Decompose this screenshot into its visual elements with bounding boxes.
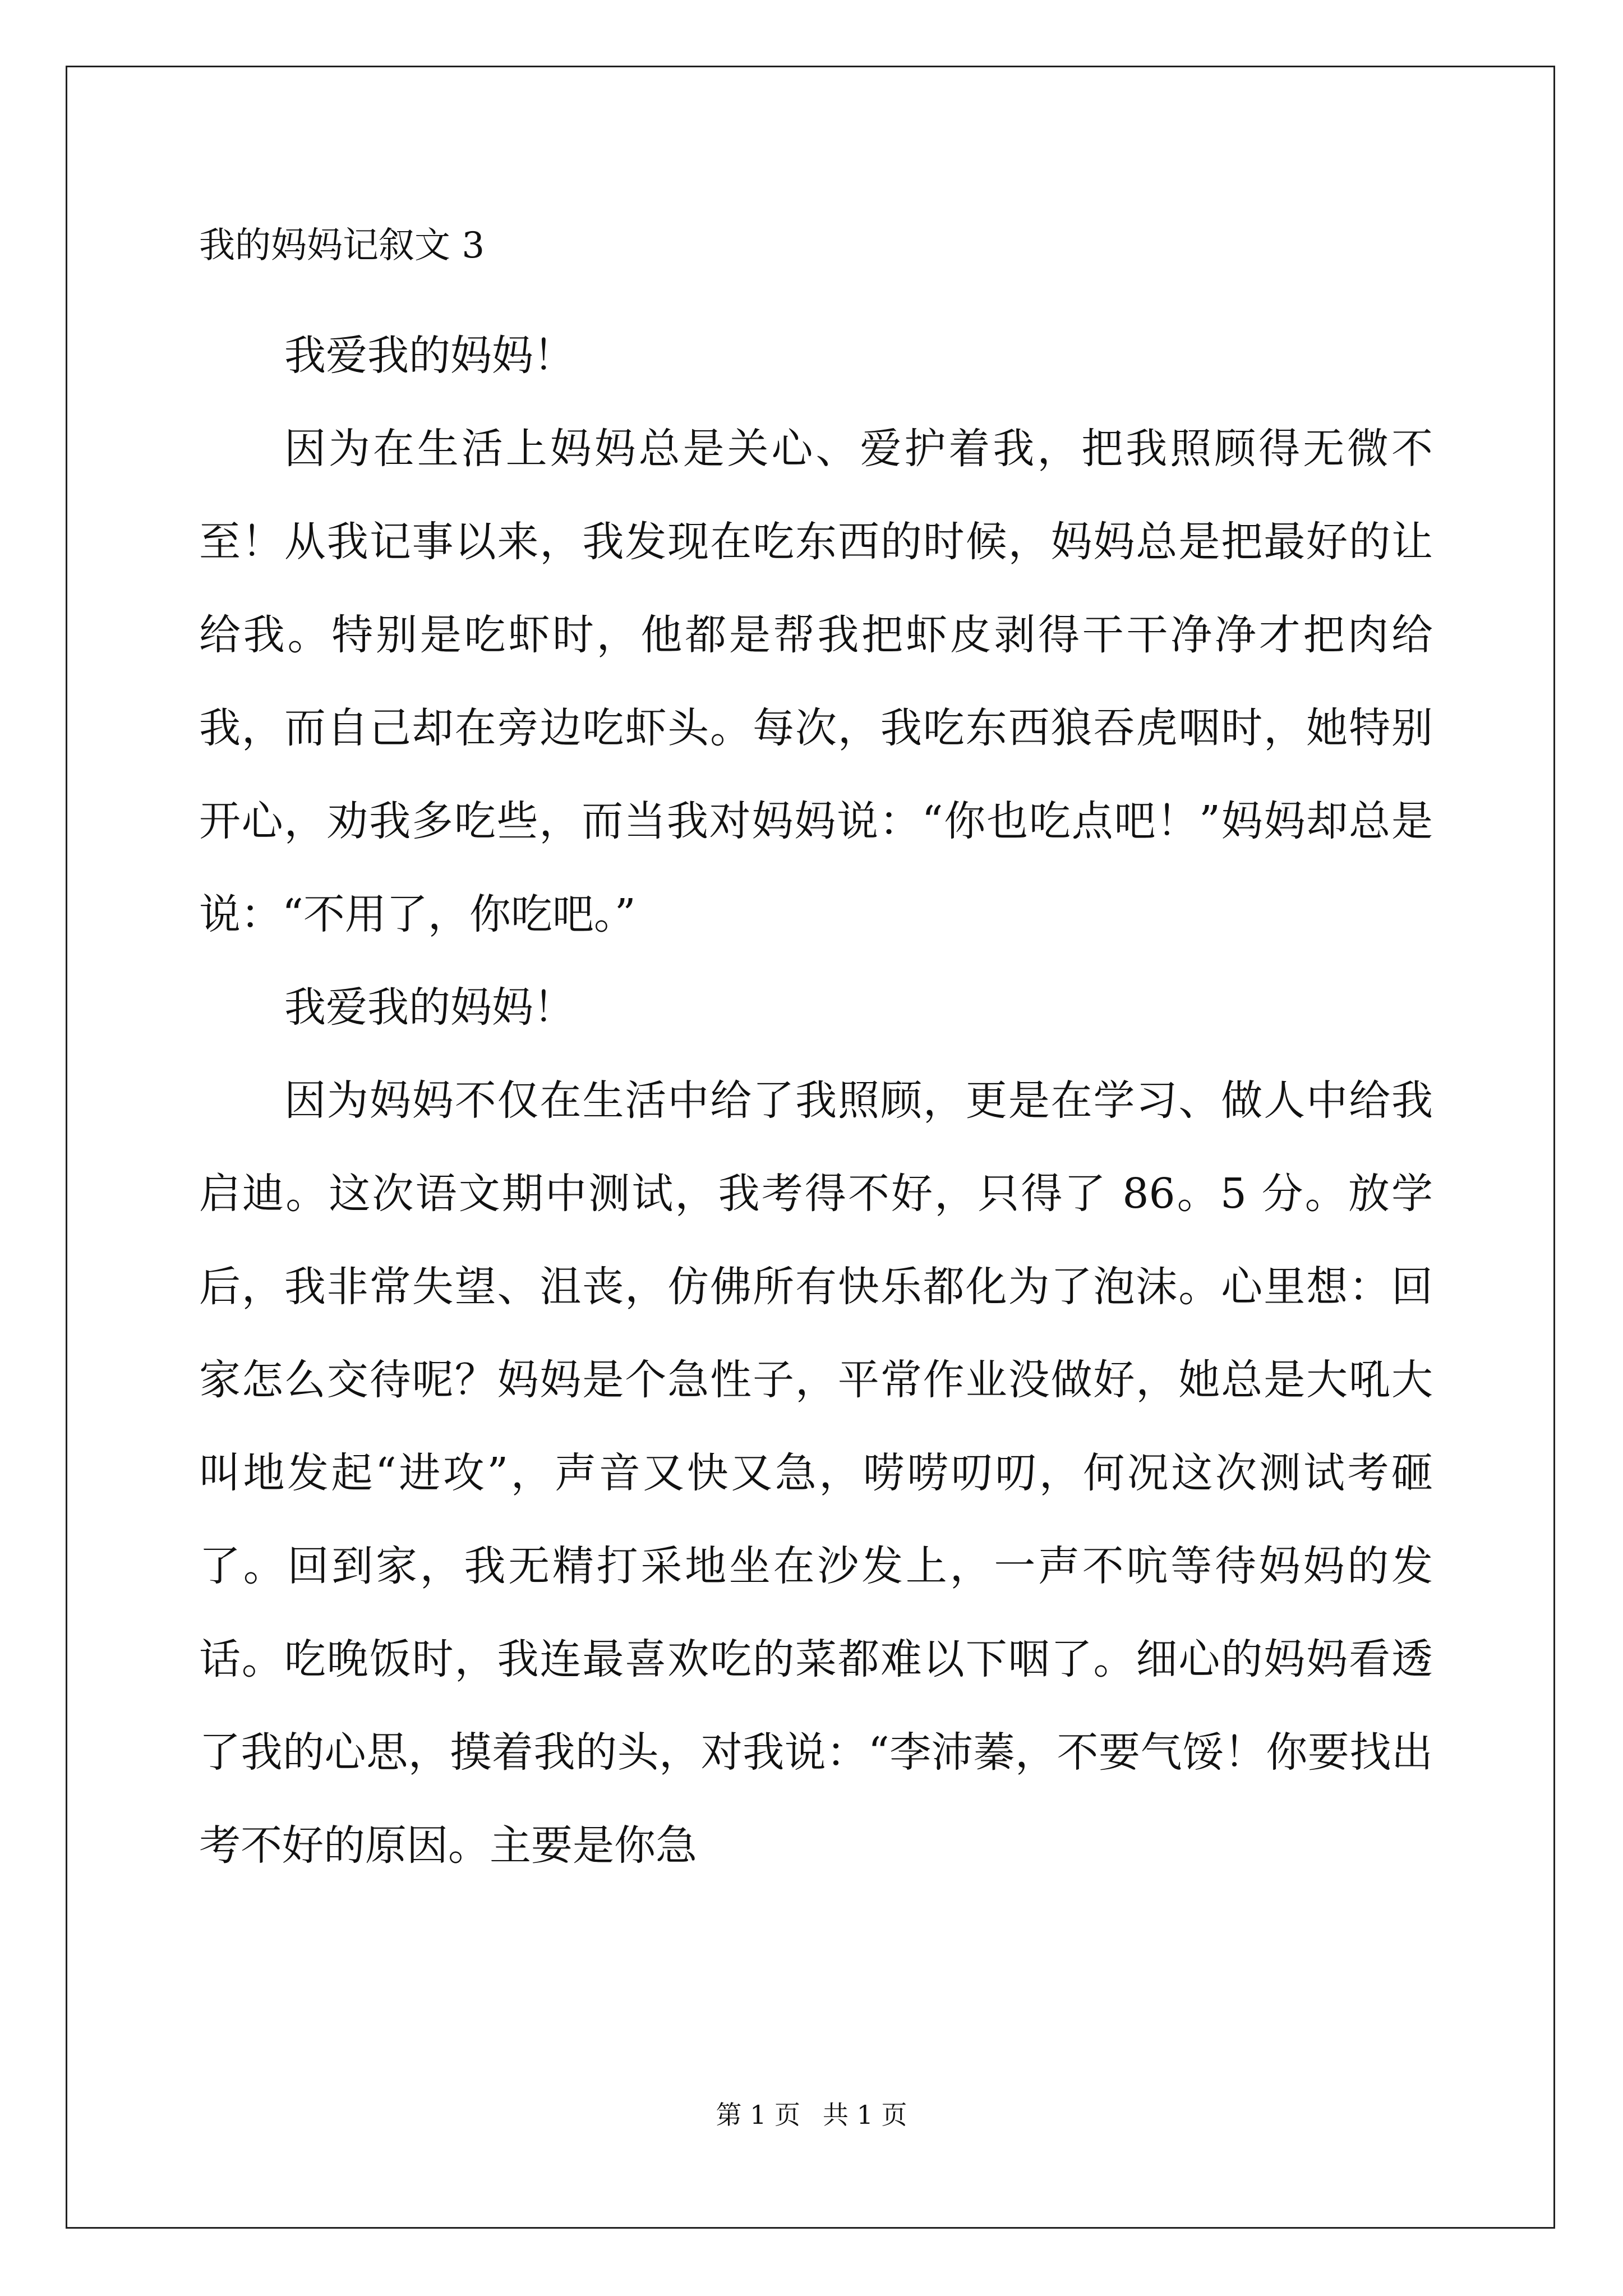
- paragraph-1: 我爱我的妈妈！: [284, 332, 575, 380]
- paragraph-3: 我爱我的妈妈！: [284, 983, 575, 1032]
- page-number-total: 共 1 页: [823, 2100, 907, 2130]
- document-body: [199, 219, 1433, 1892]
- document-title: 我的妈妈记叙文 3: [199, 225, 485, 266]
- page-number-current: 第 1 页: [716, 2100, 800, 2130]
- paragraph-4: 因为妈妈不仅在生活中给了我照顾，更是在学习、做人中给我启迪。这次语文期中测试，我考得不好，只得了 86。5 分。放学后，我非常失望、沮丧，仿佛所有快乐都化为了泡沫。心里想：回家怎么交待呢？妈妈是个急性子，平常作业没做好，她总是大吼大叫地发起“进攻”，声音又快又急，唠唠叨叨，何况这次测试考砸了。回到家，我无精打采地坐在沙发上，一声不吭等待妈妈的发话。吃晚饭时，我连最喜欢吃的菜都难以下咽了。细心的妈妈看透了我的心思，摸着我的头，对我说：“李沛蓁，不要气馁！你要找出考不好的原因。主要是你急: [199, 1076, 1433, 1870]
- page-footer: [0, 2098, 1623, 2132]
- paragraph-2: 因为在生活上妈妈总是关心、爱护着我，把我照顾得无微不至！从我记事以来，我发现在吃东西的时候，妈妈总是把最好的让给我。特别是吃虾时，他都是帮我把虾皮剥得干干净净才把肉给我，而自己却在旁边吃虾头。每次，我吃东西狼吞虎咽时，她特别开心，劝我多吃些，而当我对妈妈说：“你也吃点吧！”妈妈却总是说：“不用了，你吃吧。”: [199, 425, 1433, 938]
